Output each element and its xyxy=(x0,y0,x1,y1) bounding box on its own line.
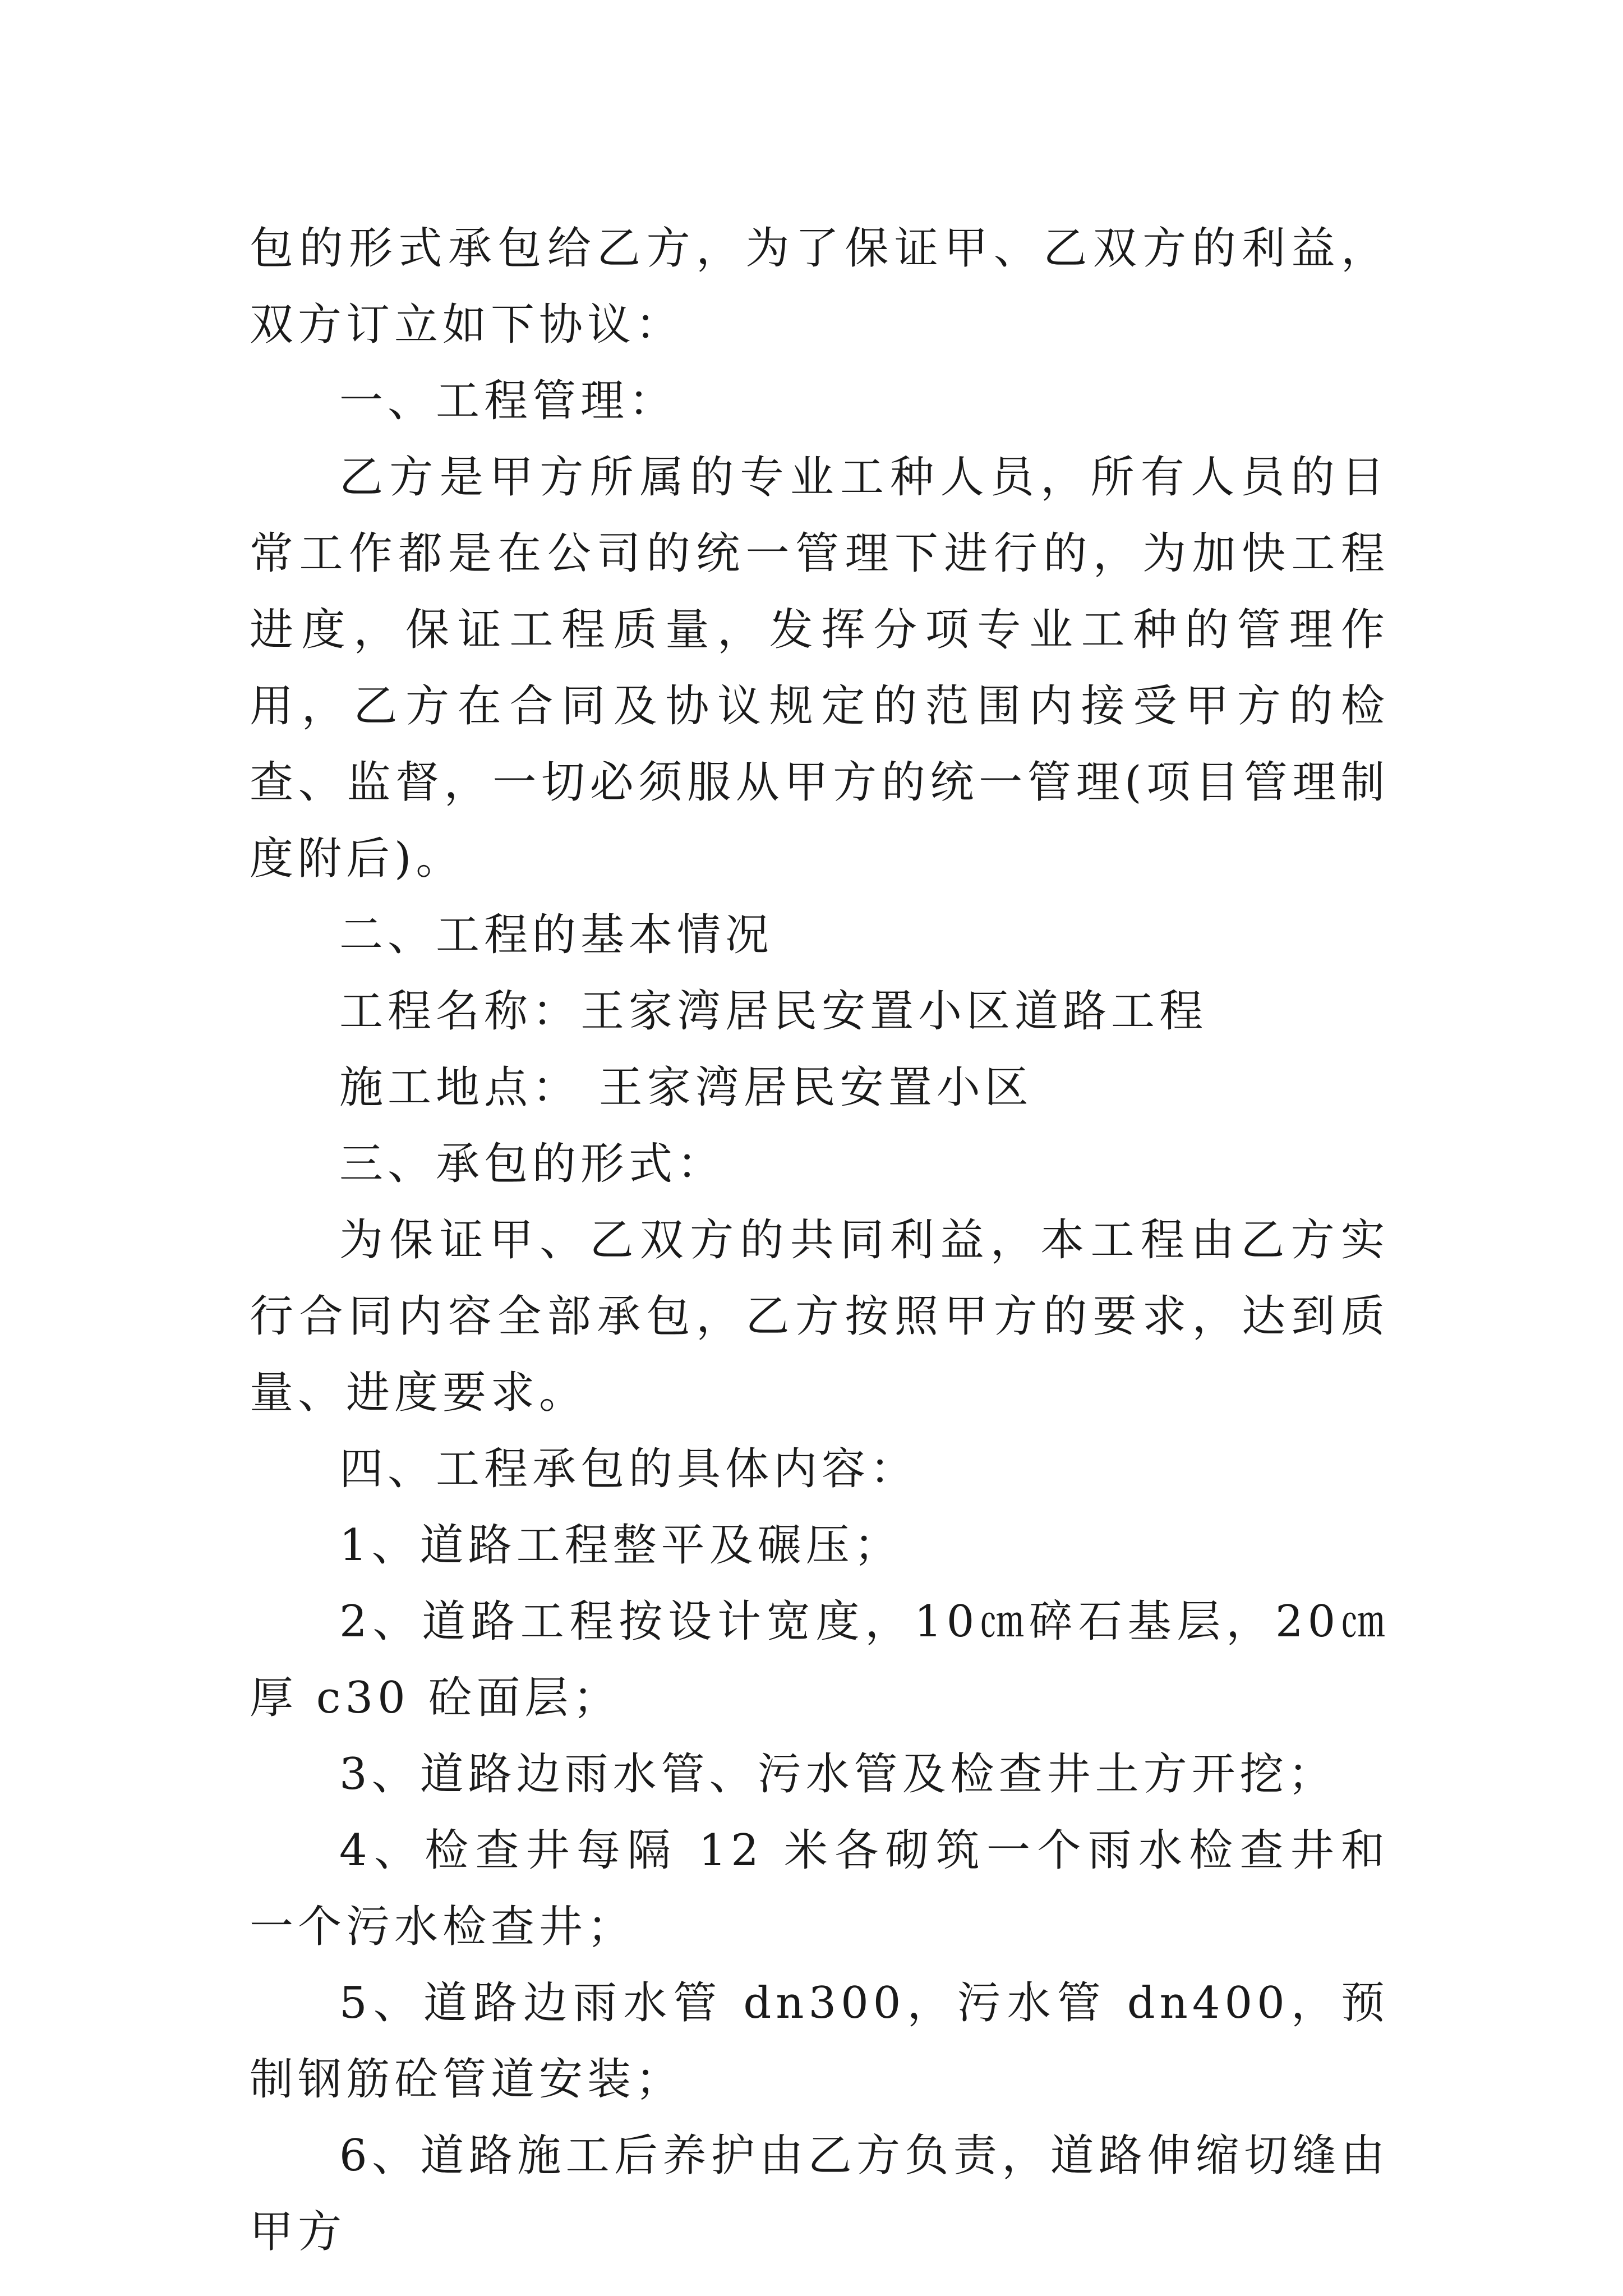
paragraph-intro: 包的形式承包给乙方，为了保证甲、乙双方的利益，双方订立如下协议： xyxy=(250,223,1389,350)
list-item-6: 6、道路施工后养护由乙方负责，道路伸缩切缝由甲方 xyxy=(250,2131,1389,2257)
list-item-2: 2、道路工程按设计宽度，10㎝碎石基层，20㎝厚 c30 砼面层； xyxy=(250,1596,1389,1723)
heading-contract-form: 三、承包的形式： xyxy=(339,1139,726,1189)
project-name-line: 工程名称：王家湾居民安置小区道路工程 xyxy=(339,986,1208,1037)
list-item-3: 3、道路边雨水管、污水管及检查井土方开挖； xyxy=(339,1749,1336,1800)
list-item-1: 1、道路工程整平及碾压； xyxy=(339,1520,902,1571)
heading-basic-info: 二、工程的基本情况 xyxy=(339,910,774,960)
list-item-5: 5、道路边雨水管 dn300，污水管 dn400，预制钢筋砼管道安装； xyxy=(250,1978,1389,2105)
paragraph-project-management: 乙方是甲方所属的专业工种人员，所有人员的日常工作都是在公司的统一管理下进行的，为加快工程进度，保证工程质量，发挥分项专业工种的管理作用，乙方在合同及协议规定的范围内接受甲方的检查、监督，一切必须服从甲方的统一管理(项目管理制度附后)。 xyxy=(250,452,1389,884)
heading-contract-content: 四、工程承包的具体内容： xyxy=(339,1444,919,1494)
list-item-4: 4、检查井每隔 12 米各砌筑一个雨水检查井和一个污水检查井； xyxy=(250,1825,1389,1952)
construction-site-line: 施工地点： 王家湾居民安置小区 xyxy=(339,1062,1033,1113)
heading-project-management: 一、工程管理： xyxy=(339,376,677,426)
paragraph-contract-form: 为保证甲、乙双方的共同利益，本工程由乙方实行合同内容全部承包，乙方按照甲方的要求，达到质量、进度要求。 xyxy=(250,1215,1389,1418)
document-body xyxy=(250,210,1389,2270)
